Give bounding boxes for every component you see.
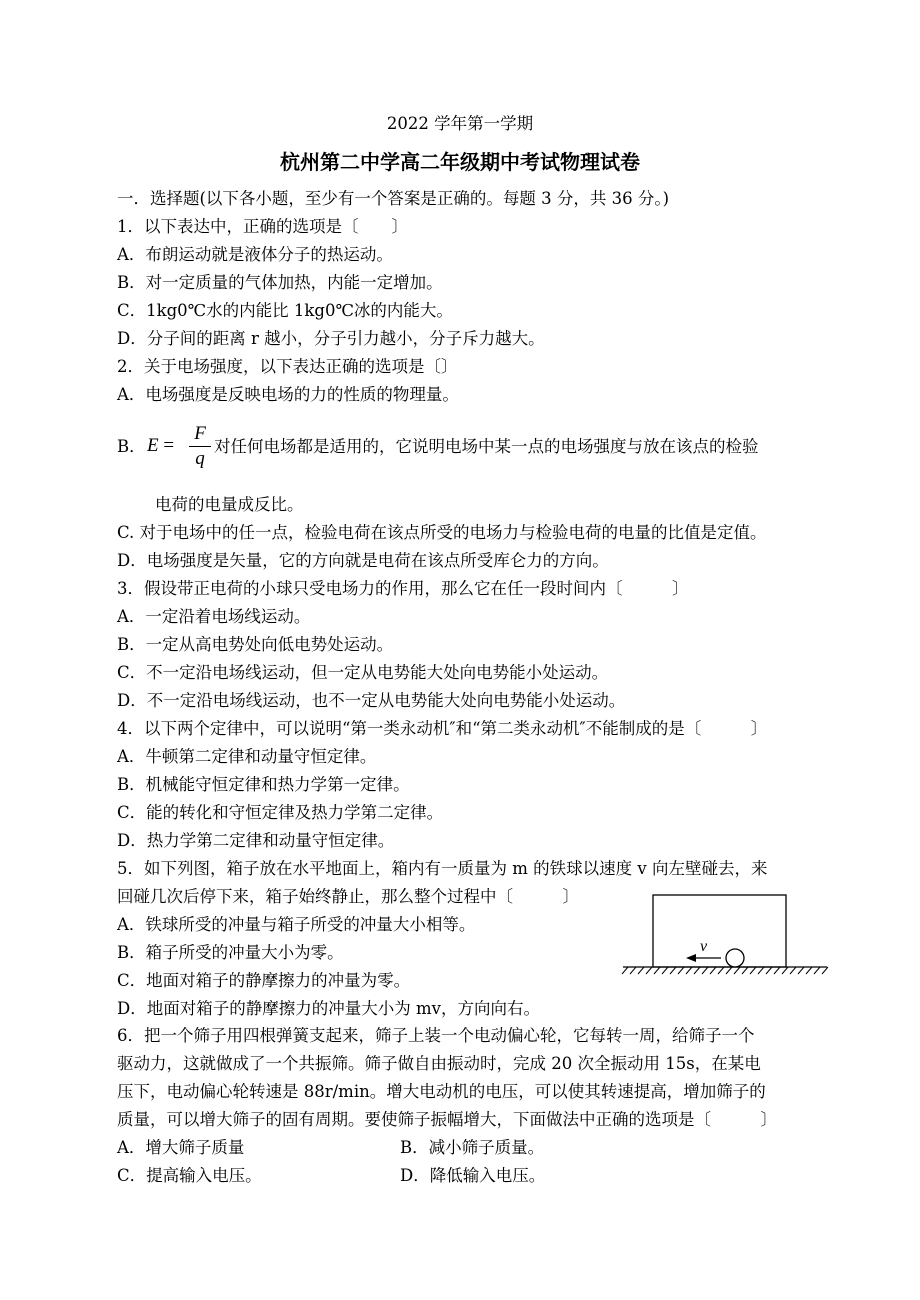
q2-option-b-text: 对任何电场都是适用的，它说明电场中某一点的电场强度与放在该点的检验 [214, 437, 759, 456]
q2-option-d: D．电场强度是矢量，它的方向就是电荷在该点所受库仑力的方向。 [117, 551, 609, 570]
q2-option-c: C. 对于电场中的任一点，检验电荷在该点所受的电场力与检验电荷的电量的比值是定值。 [117, 523, 767, 542]
q4-stem: 4．以下两个定律中，可以说明“第一类永动机″和“第二类永动机″不能制成的是〔 〕 [117, 719, 768, 738]
q1-option-a: A．布朗运动就是液体分子的热运动。 [117, 245, 393, 264]
q1-option-d: D．分子间的距离 r 越小，分子引力越小，分子斥力越大。 [117, 329, 545, 348]
q4-option-b: B．机械能守恒定律和热力学第一定律。 [117, 775, 410, 794]
q6-option-d: D．降低输入电压。 [400, 1166, 546, 1185]
q3-option-d: D．不一定沿电场线运动，也不一定从电势能大处向电势能小处运动。 [117, 691, 626, 710]
q5-option-d: D．地面对箱子的静摩擦力的冲量大小为 mv，方向向右。 [117, 999, 540, 1018]
q3-option-b: B．一定从高电势处向低电势处运动。 [117, 635, 394, 654]
q2-formula [147, 434, 174, 458]
q2-option-b-continued: 电荷的电量成反比。 [155, 495, 304, 514]
box-outline [653, 895, 786, 967]
q5-option-c: C．地面对箱子的静摩擦力的冲量为零。 [117, 971, 411, 990]
q4-option-c: C．能的转化和守恒定律及热力学第二定律。 [117, 803, 444, 822]
q3-option-a: A．一定沿着电场线运动。 [117, 607, 311, 626]
iron-ball [726, 949, 744, 967]
q6-stem-line2: 驱动力，这就做成了一个共振筛。筛子做自由振动时，完成 20 次全振动用 15s，在某电 [117, 1054, 761, 1073]
q6-stem-line3: 压下，电动偏心轮转速是 88r/min。增大电动机的电压，可以使其转速提高，增加筛子的 [117, 1082, 766, 1101]
ground-hatching [622, 967, 828, 974]
q5-stem-line2: 回碰几次后停下来，箱子始终静止，那么整个过程中〔 〕 [117, 887, 579, 906]
q4-option-d: D．热力学第二定律和动量守恒定律。 [117, 831, 395, 850]
section-heading: 一．选择题(以下各小题，至少有一个答案是正确的。每题 3 分，共 36 分。) [117, 189, 670, 208]
q2-formula-eq: = [163, 435, 175, 456]
q2-formula-numerator: F [194, 423, 206, 444]
velocity-arrow-head [686, 954, 696, 962]
q4-option-a: A．牛顿第二定律和动量守恒定律。 [117, 747, 377, 766]
exam-title: 杭州第二中学高二年级期中考试物理试卷 [280, 150, 640, 174]
q2-option-b-label: B． [117, 437, 146, 456]
q5-stem-line1: 5．如下列图，箱子放在水平地面上，箱内有一质量为 m 的铁球以速度 v 向左壁碰去，来 [117, 859, 768, 878]
q6-option-c: C．提高输入电压。 [117, 1166, 262, 1185]
q5-box-figure [620, 890, 830, 982]
q2-option-a: A．电场强度是反映电场的力的性质的物理量。 [117, 385, 459, 404]
q1-stem: 1．以下表达中，正确的选项是〔 〕 [117, 217, 408, 236]
q5-option-a: A．铁球所受的冲量与箱子所受的冲量大小相等。 [117, 915, 476, 934]
q6-stem-line1: 6．把一个筛子用四根弹簧支起来，筛子上装一个电动偏心轮，它每转一周，给筛子一个 [117, 1026, 755, 1045]
q2-formula-denominator: q [195, 448, 205, 469]
q1-option-b: B．对一定质量的气体加热，内能一定增加。 [117, 273, 443, 292]
q2-stem: 2．关于电场强度，以下表达正确的选项是〔〕 [117, 357, 458, 376]
q1-option-c: C．1kg0℃水的内能比 1kg0℃冰的内能大。 [117, 301, 453, 320]
q2-formula-lhs: E [147, 435, 159, 456]
q6-stem-line4: 质量，可以增大筛子的固有周期。要使筛子振幅增大，下面做法中正确的选项是〔 〕 [117, 1110, 777, 1129]
q3-option-c: C．不一定沿电场线运动，但一定从电势能大处向电势能小处运动。 [117, 663, 609, 682]
q6-option-b: B．减小筛子质量。 [400, 1138, 545, 1157]
velocity-label: v [700, 938, 708, 955]
q2-formula-fraction [185, 422, 215, 471]
term-heading: 2022 学年第一学期 [386, 114, 534, 133]
q6-option-a: A．增大筛子质量 [117, 1138, 245, 1157]
q5-option-b: B．箱子所受的冲量大小为零。 [117, 943, 344, 962]
q3-stem: 3．假设带正电荷的小球只受电场力的作用，那么它在任一段时间内〔 〕 [117, 579, 689, 598]
